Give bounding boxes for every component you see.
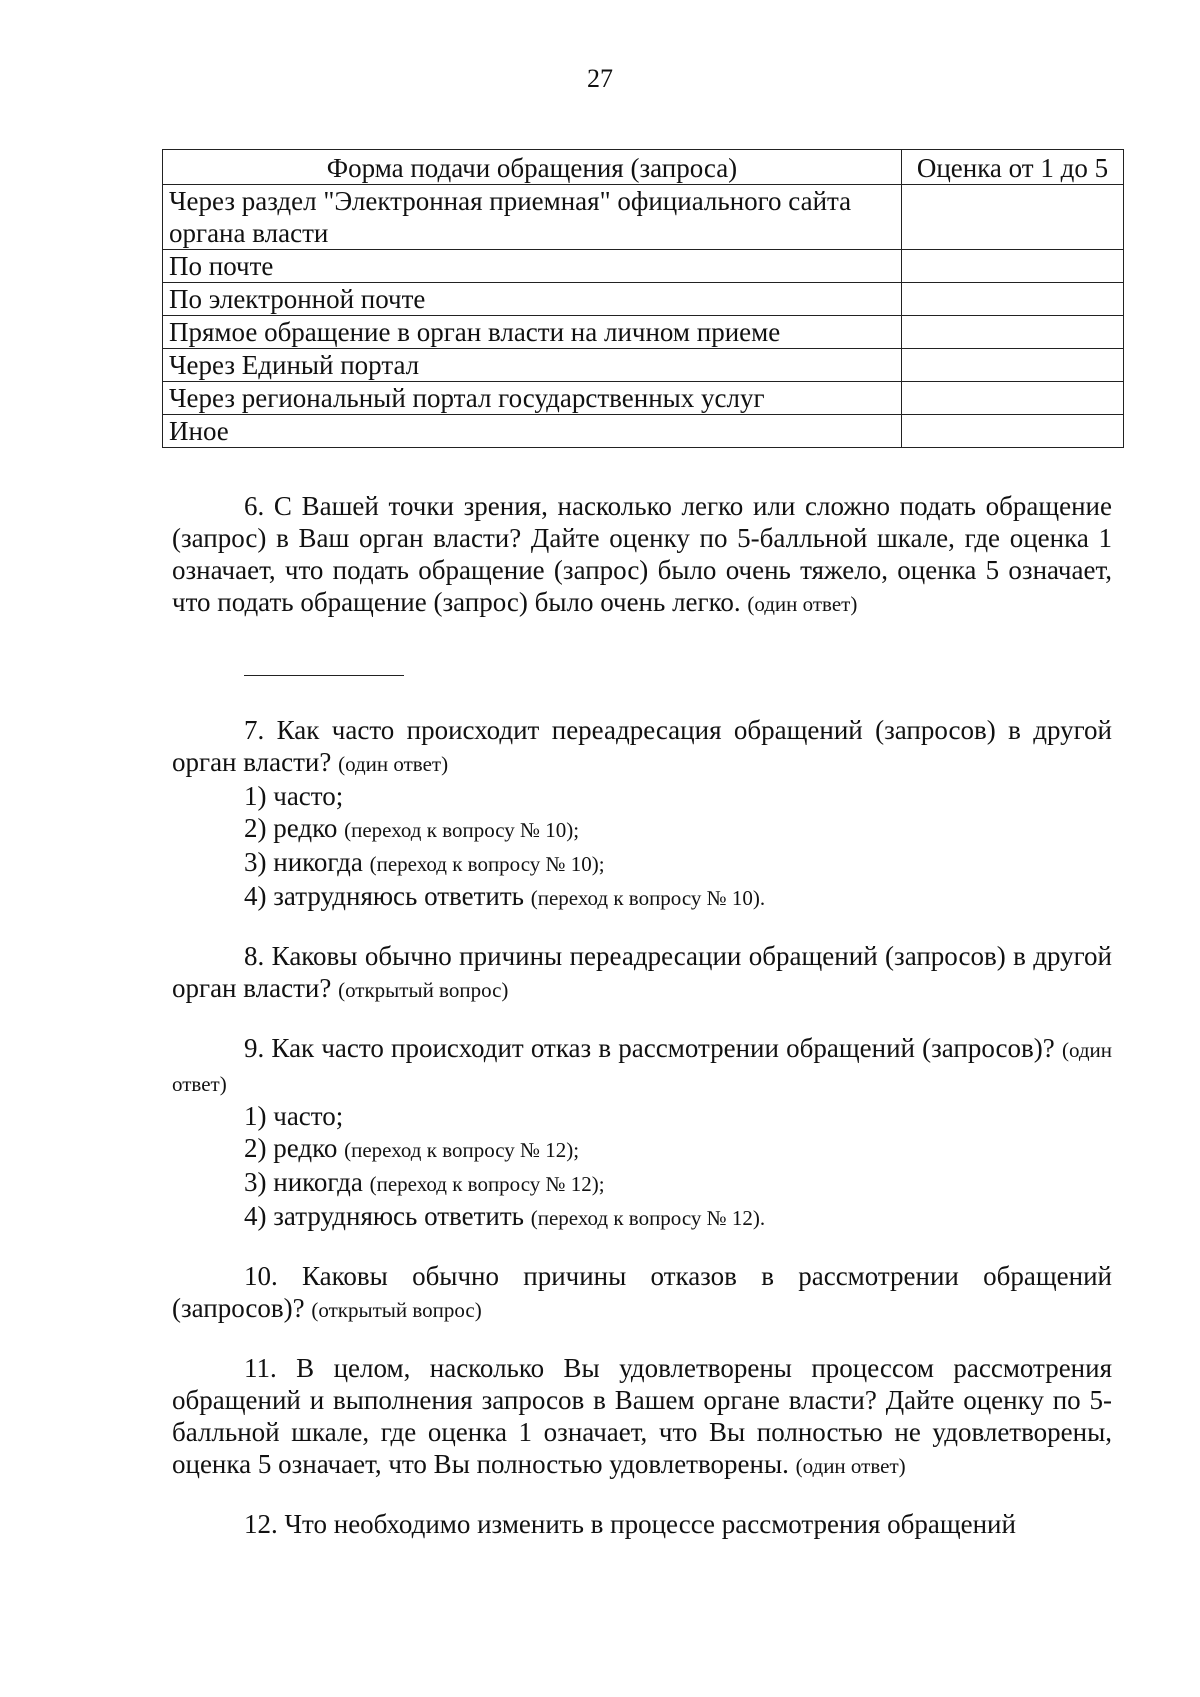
question-10-text: 10. Каковы обычно причины отказов в рассмотрении обращений (запросов)? xyxy=(172,1261,1112,1323)
table-cell-form: По электронной почте xyxy=(163,283,902,316)
option-item[interactable] xyxy=(172,846,1112,880)
question-6-text: 6. С Вашей точки зрения, насколько легко или сложно подать обращение (запрос) в Ваш орган власти? Дайте оценку по 5-балльной шкале, где оценка 1 означает, что подать обращение (запрос) было очень тяжело, оценка 5 означает, что подать обращение (запрос) было очень легко. xyxy=(172,491,1112,617)
table-cell-score[interactable] xyxy=(901,185,1123,250)
question-10 xyxy=(172,1260,1112,1326)
question-11-text: 11. В целом, насколько Вы удовлетворены процессом рассмотрения обращений и выполнения запросов в Вашем органе власти? Дайте оценку по 5-балльной шкале, где оценка 1 означает, что Вы полностью не удовлетворены, оценка 5 означает, что Вы полностью удовлетворены. xyxy=(172,1353,1112,1479)
submission-form-table xyxy=(162,149,1124,448)
option-item[interactable] xyxy=(172,812,1112,846)
question-8 xyxy=(172,940,1112,1006)
question-8-note: (открытый вопрос) xyxy=(338,978,509,1002)
table-row xyxy=(163,316,1124,349)
table-row xyxy=(163,185,1124,250)
table-cell-score[interactable] xyxy=(901,349,1123,382)
question-7 xyxy=(172,714,1112,780)
question-12-text: 12. Что необходимо изменить в процессе рассмотрения обращений xyxy=(244,1509,1016,1539)
option-item[interactable] xyxy=(172,780,1112,812)
question-12 xyxy=(172,1508,1112,1540)
table-cell-form: Через Единый портал xyxy=(163,349,902,382)
table-cell-form: Прямое обращение в орган власти на личном приеме xyxy=(163,316,902,349)
option-label: 3) никогда xyxy=(244,1167,363,1197)
option-note: (переход к вопросу № 10); xyxy=(369,852,605,876)
table-row xyxy=(163,382,1124,415)
table-cell-score[interactable] xyxy=(901,250,1123,283)
question-7-options xyxy=(172,780,1112,914)
table-cell-form: Иное xyxy=(163,415,902,448)
option-note: (переход к вопросу № 12). xyxy=(530,1206,766,1230)
question-9-text: 9. Как часто происходит отказ в рассмотрении обращений (запросов)? xyxy=(244,1033,1055,1063)
table-cell-form: По почте xyxy=(163,250,902,283)
question-6 xyxy=(172,490,1112,620)
option-note: (переход к вопросу № 10); xyxy=(344,818,580,842)
option-note: (переход к вопросу № 10). xyxy=(530,886,766,910)
question-7-text: 7. Как часто происходит переадресация обращений (запросов) в другой орган власти? xyxy=(172,715,1112,777)
option-label: 2) редко xyxy=(244,813,338,843)
table-header-row xyxy=(163,150,1124,185)
answer-blank-line[interactable] xyxy=(244,675,404,676)
table-cell-score[interactable] xyxy=(901,316,1123,349)
option-item[interactable] xyxy=(172,880,1112,914)
option-note: (переход к вопросу № 12); xyxy=(369,1172,605,1196)
question-9-options xyxy=(172,1100,1112,1234)
option-item[interactable] xyxy=(172,1132,1112,1166)
option-label: 2) редко xyxy=(244,1133,338,1163)
question-9-note: (один ответ) xyxy=(172,1038,1113,1096)
option-label: 1) часто; xyxy=(244,1101,344,1131)
question-7-note: (один ответ) xyxy=(338,752,449,776)
option-note: (переход к вопросу № 12); xyxy=(344,1138,580,1162)
page-number: 27 xyxy=(587,64,613,93)
table-row xyxy=(163,349,1124,382)
table-row xyxy=(163,283,1124,316)
table-cell-form: Через раздел "Электронная приемная" официального сайта органа власти xyxy=(163,185,902,250)
table-header-form: Форма подачи обращения (запроса) xyxy=(163,150,902,185)
table-cell-score[interactable] xyxy=(901,382,1123,415)
question-11 xyxy=(172,1352,1112,1482)
option-label: 4) затрудняюсь ответить xyxy=(244,1201,524,1231)
question-11-note: (один ответ) xyxy=(795,1454,906,1478)
question-6-note: (один ответ) xyxy=(747,592,858,616)
table-row xyxy=(163,415,1124,448)
table-cell-score[interactable] xyxy=(901,283,1123,316)
option-label: 1) часто; xyxy=(244,781,344,811)
option-item[interactable] xyxy=(172,1166,1112,1200)
question-8-text: 8. Каковы обычно причины переадресации обращений (запросов) в другой орган власти? xyxy=(172,941,1112,1003)
option-item[interactable] xyxy=(172,1200,1112,1234)
option-label: 3) никогда xyxy=(244,847,363,877)
option-item[interactable] xyxy=(172,1100,1112,1132)
option-label: 4) затрудняюсь ответить xyxy=(244,881,524,911)
questionnaire-body xyxy=(172,490,1112,1540)
question-10-note: (открытый вопрос) xyxy=(311,1298,482,1322)
table-row xyxy=(163,250,1124,283)
question-9 xyxy=(172,1032,1112,1100)
table-cell-form: Через региональный портал государственных услуг xyxy=(163,382,902,415)
table-cell-score[interactable] xyxy=(901,415,1123,448)
table-header-score: Оценка от 1 до 5 xyxy=(901,150,1123,185)
